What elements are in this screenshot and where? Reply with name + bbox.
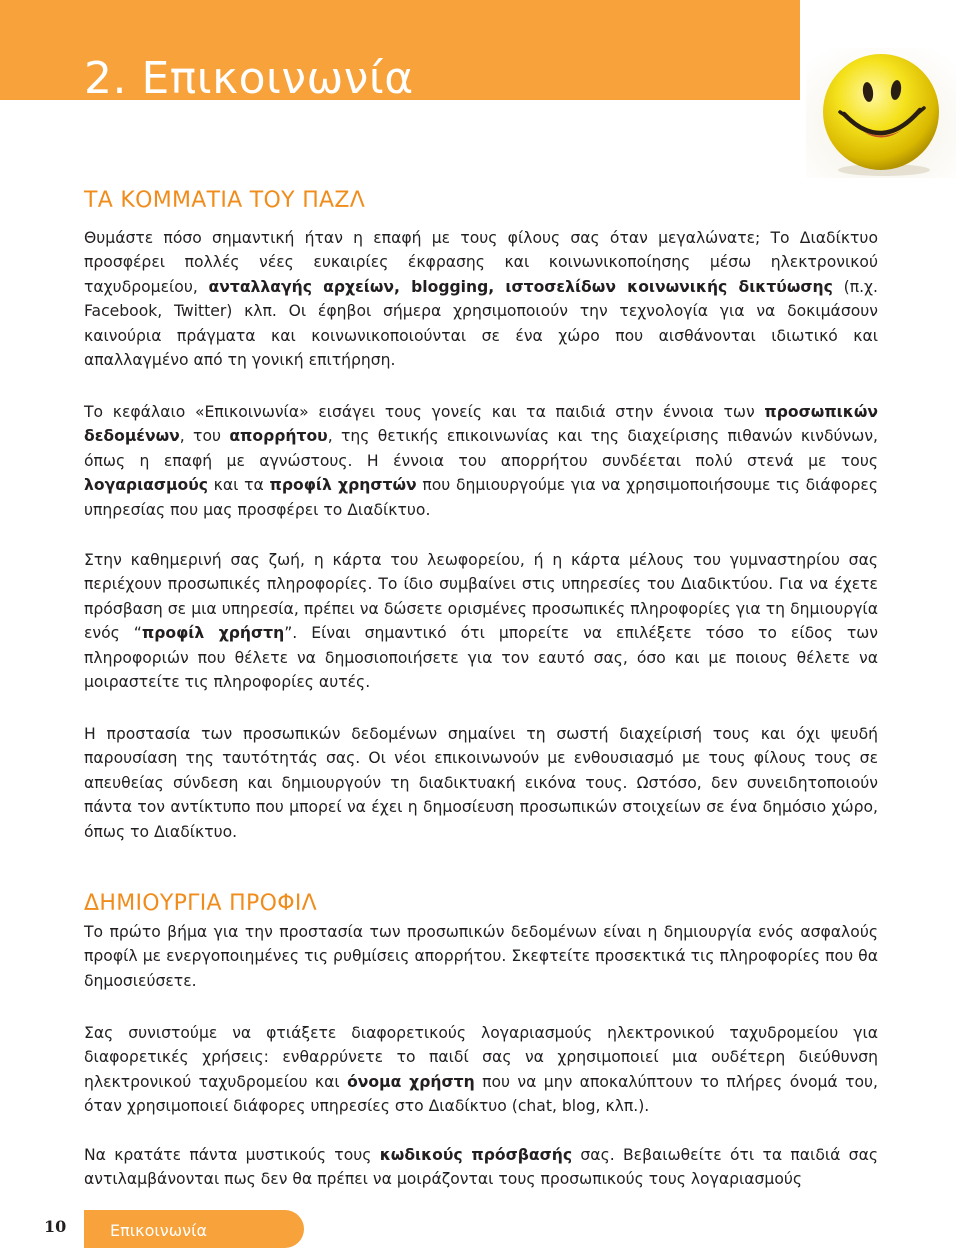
section-heading-create-profile: ΔΗΜΙΟΥΡΓΙΑ ΠΡΟΦΙΛ [84, 891, 317, 917]
paragraph [84, 226, 878, 372]
paragraph [84, 1143, 878, 1192]
bold-term: κωδικούς πρόσβασής [379, 1146, 573, 1164]
paragraph [84, 400, 878, 522]
text-run: ”. Είναι σημαντικό ότι μπορείτε να επιλέξετε τόσο το είδος των πληροφοριών που θέλετε να δημοσιοποιήσετε για τον εαυτό σας, όσο και με ποιους θέλετε να μοιραστείτε τις πληροφορίες αυτές. [84, 624, 878, 692]
text-run: που να μην αποκαλύπτουν το πλήρες όνομά του, όταν χρησιμοποιεί διάφορες υπηρεσίες στο Διαδίκτυο (chat, blog, κλπ.). [84, 1072, 878, 1116]
text-run: Η προστασία των προσωπικών δεδομένων σημαίνει τη σωστή διαχείρισή τους και όχι ψευδή παρουσίαση της ταυτότητάς σας. Οι νέοι επικοινωνούν με ενθουσιασμό με τους φίλους τους σε απευθείας σύνδεση και δημιουργούν τη διαδικτυακή εικόνα τους. Ωστόσο, δεν συνειδητοποιούν πάντα τον αντίκτυπο που μπορεί να έχει η δημοσίευση προσωπικών στοιχείων σε ένα δημόσιο χώρο, όπως το Διαδίκτυο. [84, 725, 878, 841]
paragraph [84, 920, 878, 993]
paragraph [84, 1021, 878, 1119]
text-run: σας. Βεβαιωθείτε ότι τα παιδιά σας αντιλαμβάνονται πως δεν θα πρέπει να μοιράζονται τους προσωπικούς τους λογαριασμούς [84, 1146, 878, 1189]
text-run: και τα [207, 476, 270, 495]
text-run: Να κρατάτε πάντα μυστικούς τους [84, 1146, 380, 1164]
bold-term: απορρήτου [229, 427, 328, 446]
text-run: Σας συνιστούμε να φτιάξετε διαφορετικούς λογαριασμούς ηλεκτρονικού ταχυδρομείου για διαφορετικές χρήσεις: ενθαρρύνετε το παιδί σας να χρησιμοποιεί μια ουδέτερη διεύθυνση ηλεκτρονικού ταχυδρομείου και [84, 1024, 878, 1091]
section-heading-puzzle-pieces: ΤΑ ΚΟΜΜΑΤΙΑ ΤΟΥ ΠΑΖΛ [84, 188, 366, 214]
text-run: (π.χ. Facebook, Twitter) κλπ. Οι έφηβοι σήμερα χρησιμοποιούν την τεχνολογία για να δοκιμάσουν καινούρια πράγματα και κοινωνικοποιούνται σε ένα χώρο που αισθάνονται ιδιωτικό και απαλλαγμένο από τη γονική επιτήρηση. [84, 277, 879, 370]
bold-term: ανταλλαγής αρχείων, blogging, ιστοσελίδων κοινωνικής δικτύωσης [208, 277, 833, 296]
text-run: , του [179, 427, 230, 446]
paragraph [84, 548, 878, 694]
text-run: Στην καθημερινή σας ζωή, η κάρτα του λεωφορείου, ή η κάρτα μέλους του γυμναστηρίου σας περιέχουν προσωπικές πληροφορίες. Το ίδιο συμβαίνει στις υπηρεσίες του Διαδικτύου. Για να έχετε πρόσβαση σε μια υπηρεσία, πρέπει να δώσετε ορισμένες προσωπικές πληροφορίες για τη δημιουργία ενός “ [84, 551, 878, 643]
smiley-ball-image [806, 48, 956, 178]
paragraph [84, 722, 878, 844]
page-number: 10 [44, 1217, 67, 1236]
bold-term: λογαριασμούς [84, 476, 208, 495]
footer-chapter-label: Επικοινωνία [110, 1221, 208, 1240]
bold-term: προφίλ χρηστών [269, 476, 417, 495]
text-run: Το κεφάλαιο «Επικοινωνία» εισάγει τους γονείς και τα παιδιά στην έννοια των [84, 403, 765, 421]
text-run: , της θετικής επικοινωνίας και της διαχείρισης πιθανών κινδύνων, όπως η επαφή με αγνώστους. Η έννοια του απορρήτου συνδέεται πολύ στενά με τους [84, 427, 878, 470]
bold-term: όνομα χρήστη [347, 1072, 475, 1091]
bold-term: προσωπικών δεδομένων [84, 403, 878, 446]
text-run: που δημιουργούμε για να χρησιμοποιήσουμε τις διάφορες υπηρεσίας που μας προσφέρει το Διαδίκτυο. [84, 476, 878, 519]
text-run: Το πρώτο βήμα για την προστασία των προσωπικών δεδομένων είναι η δημιουργία ενός ασφαλούς προφίλ με ενεργοποιημένες τις ρυθμίσεις απορρήτου. Σκεφτείτε προσεκτικά τις πληροφορίες που θα δημοσιεύσετε. [84, 923, 878, 990]
chapter-title: 2. Επικοινωνία [84, 53, 414, 105]
text-run: Θυμάστε πόσο σημαντική ήταν η επαφή με τους φίλους σας όταν μεγαλώνατε; Το Διαδίκτυο προσφέρει πολλές νέες ευκαιρίες έκφρασης και κοινωνικοποίησης μέσω ηλεκτρονικού ταχυδρομείου, [84, 229, 878, 296]
smiley-icon [806, 48, 956, 178]
bold-term: προφίλ χρήστη [141, 624, 285, 643]
